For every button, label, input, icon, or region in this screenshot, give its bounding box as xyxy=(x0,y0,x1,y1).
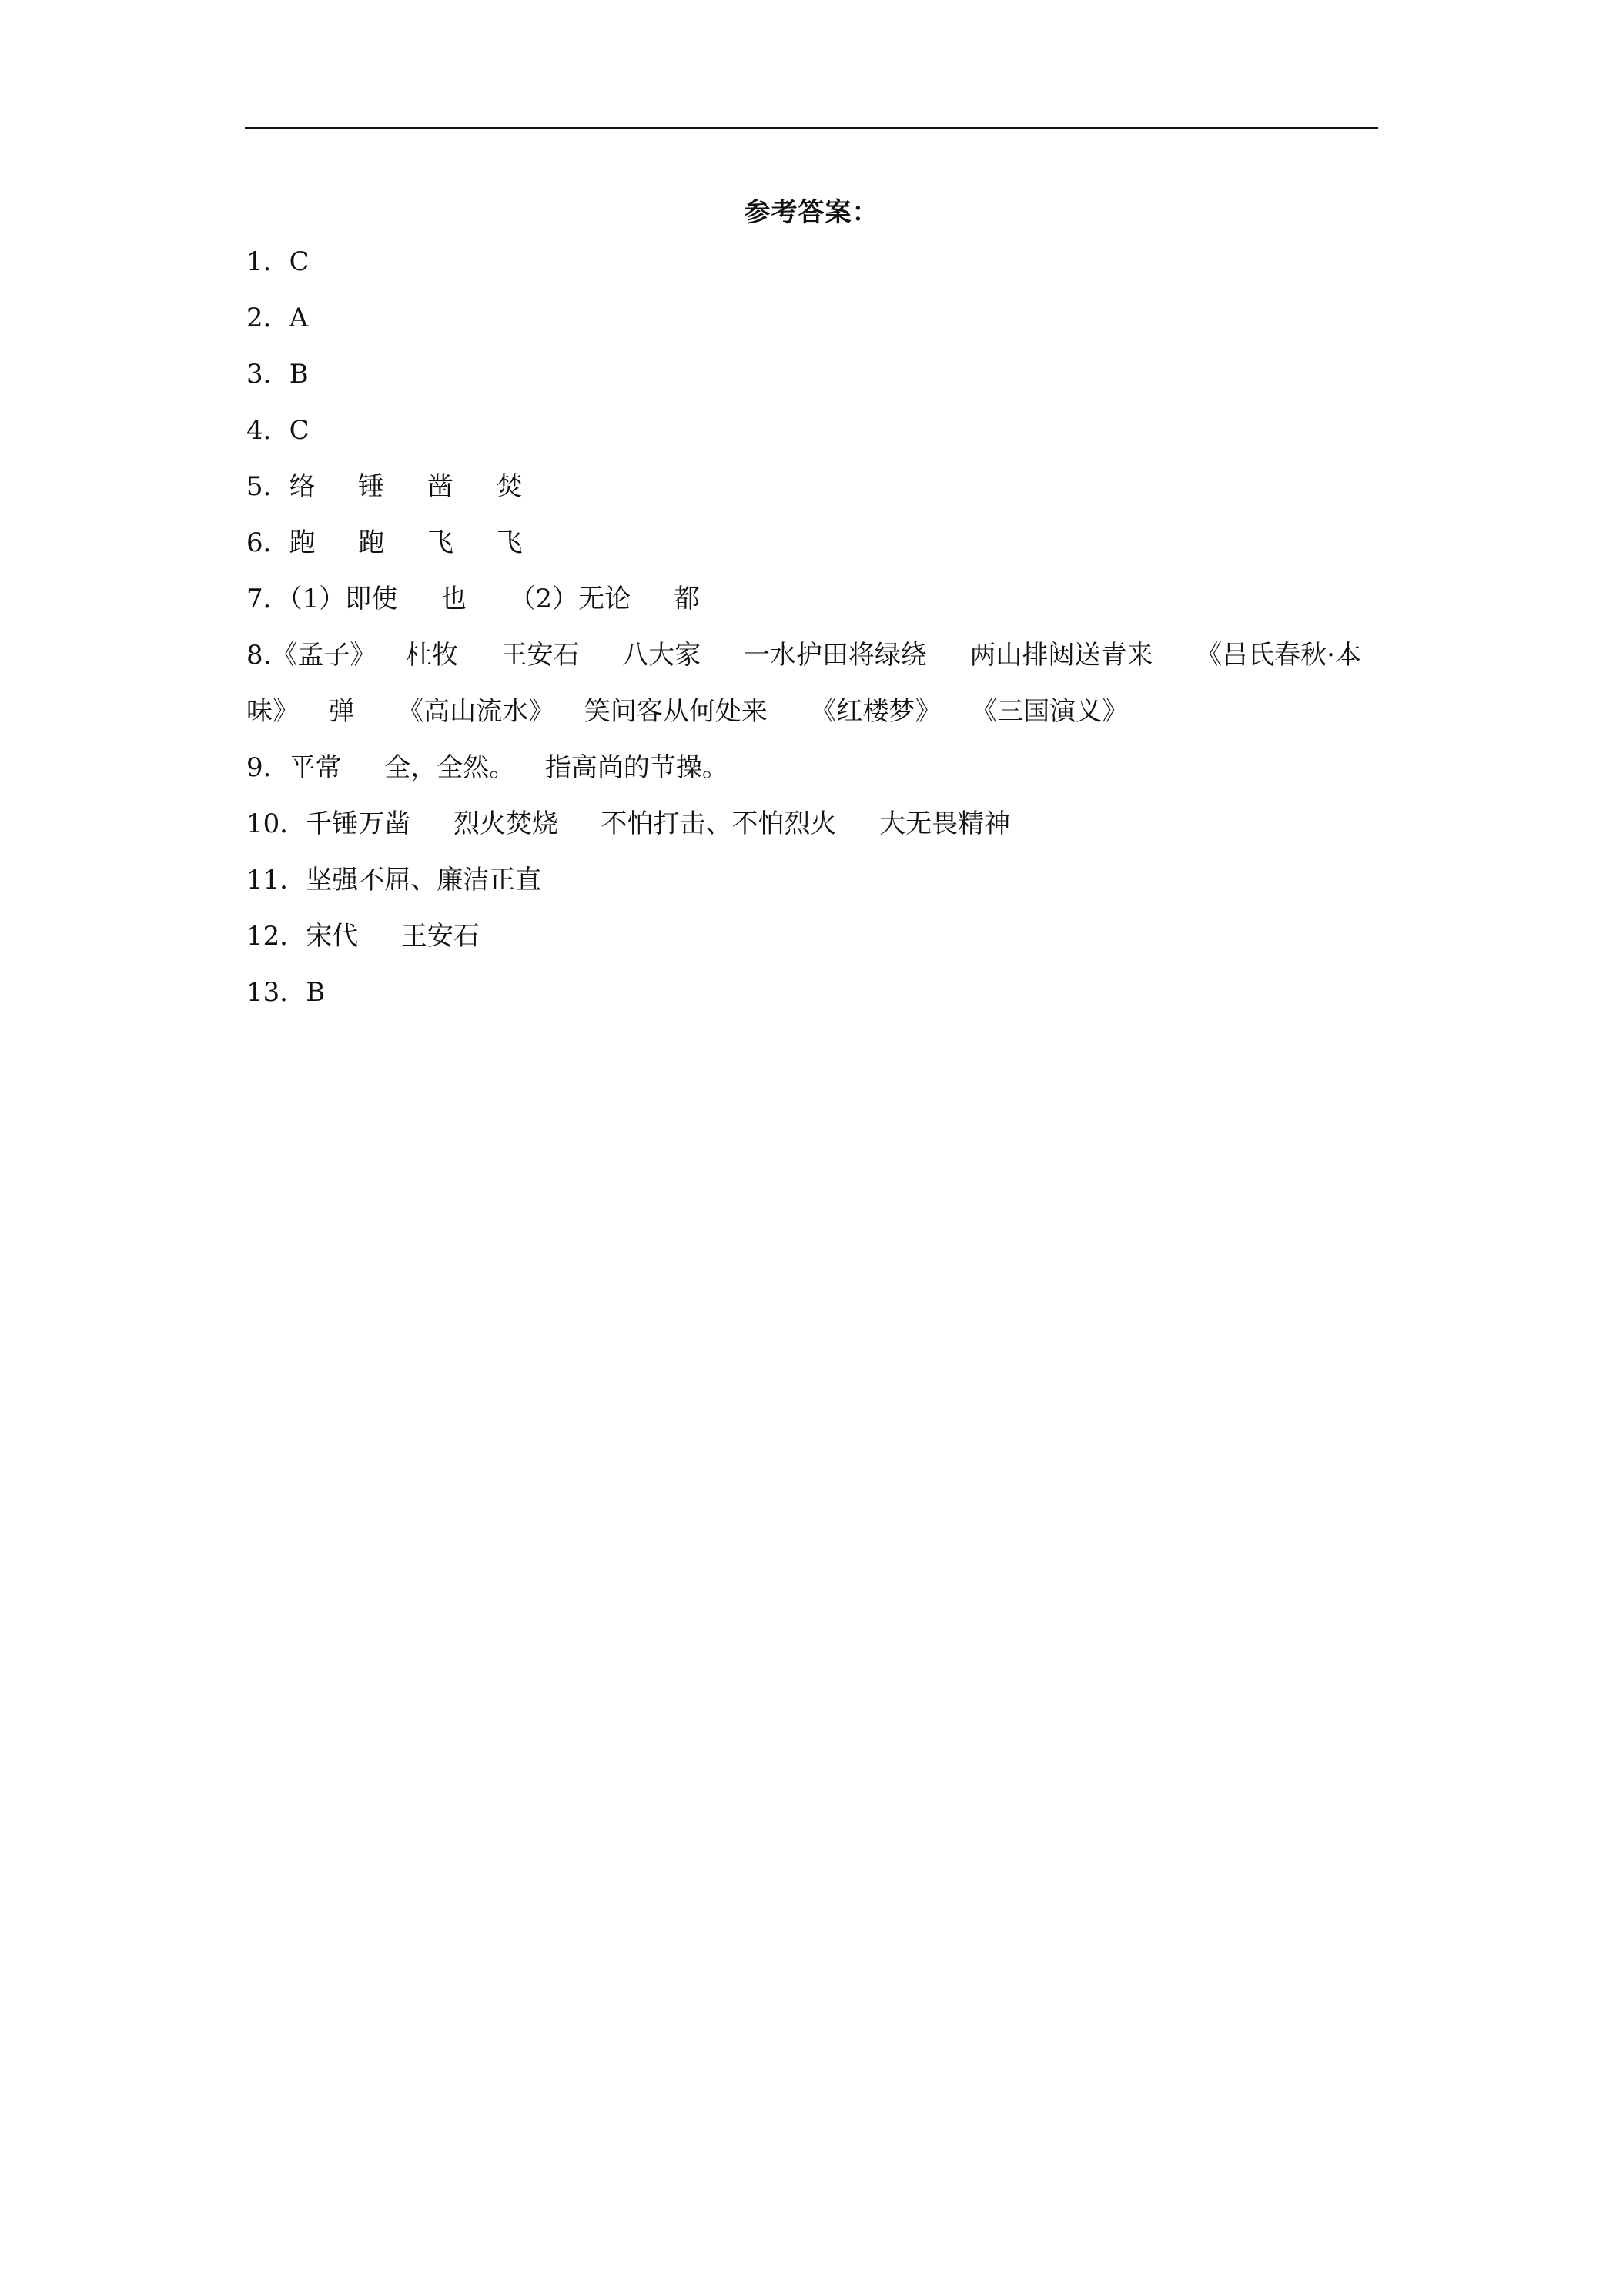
answer-text: B xyxy=(289,359,309,390)
answer-number: 13． xyxy=(246,977,306,1008)
answer-number: 9． xyxy=(246,752,289,783)
answer-text: A xyxy=(289,303,309,333)
answer-item-11 xyxy=(246,852,1382,909)
answer-number: 6． xyxy=(246,527,289,558)
answer-item-6 xyxy=(246,515,1382,571)
answer-number: 4． xyxy=(246,415,289,446)
answer-text: 坚强不屈、廉洁正直 xyxy=(306,865,542,895)
answer-text: C xyxy=(289,415,310,446)
answer-text: 络 锤 凿 焚 xyxy=(289,471,523,502)
answer-text: B xyxy=(306,977,326,1008)
answer-item-1 xyxy=(246,234,1382,290)
answer-number: 3． xyxy=(246,359,289,390)
answer-number: 11． xyxy=(246,865,306,895)
answer-item-3 xyxy=(246,346,1382,403)
answer-text: 《孟子》 杜牧 王安石 八大家 一水护田将绿绕 两山排闼送青来 《吕氏春秋·本味》 弹 《高山流水》 笑问客从何处来 《红楼梦》 《三国演义》 xyxy=(246,640,1361,727)
answer-number: 8. xyxy=(246,640,272,671)
answer-item-9 xyxy=(246,740,1382,796)
answer-item-8 xyxy=(246,628,1382,740)
answer-number: 2． xyxy=(246,303,289,333)
answer-number: 5． xyxy=(246,471,289,502)
answer-number: 1． xyxy=(246,246,289,277)
header-rule xyxy=(245,127,1378,129)
answer-item-12 xyxy=(246,909,1382,965)
answer-text: 平常 全，全然。 指高尚的节操。 xyxy=(289,752,728,783)
answer-text: （1）即使 也 （2）无论 都 xyxy=(289,584,700,614)
answer-number: 10． xyxy=(246,808,306,839)
answer-number: 7． xyxy=(246,584,289,614)
answer-text: 千锤万凿 烈火焚烧 不怕打击、不怕烈火 大无畏精神 xyxy=(306,808,1011,839)
answer-item-2 xyxy=(246,290,1382,346)
answer-text: 跑 跑 飞 飞 xyxy=(289,527,523,558)
answer-item-10 xyxy=(246,796,1382,852)
answer-item-7 xyxy=(246,571,1382,628)
answer-text: 宋代 王安石 xyxy=(306,921,480,952)
answer-text: C xyxy=(289,246,310,277)
answer-list xyxy=(246,234,1382,1021)
page-title: 参考答案： xyxy=(744,197,879,228)
answer-item-5 xyxy=(246,459,1382,515)
answer-number: 12． xyxy=(246,921,306,952)
answer-item-13 xyxy=(246,965,1382,1021)
answer-item-4 xyxy=(246,403,1382,459)
